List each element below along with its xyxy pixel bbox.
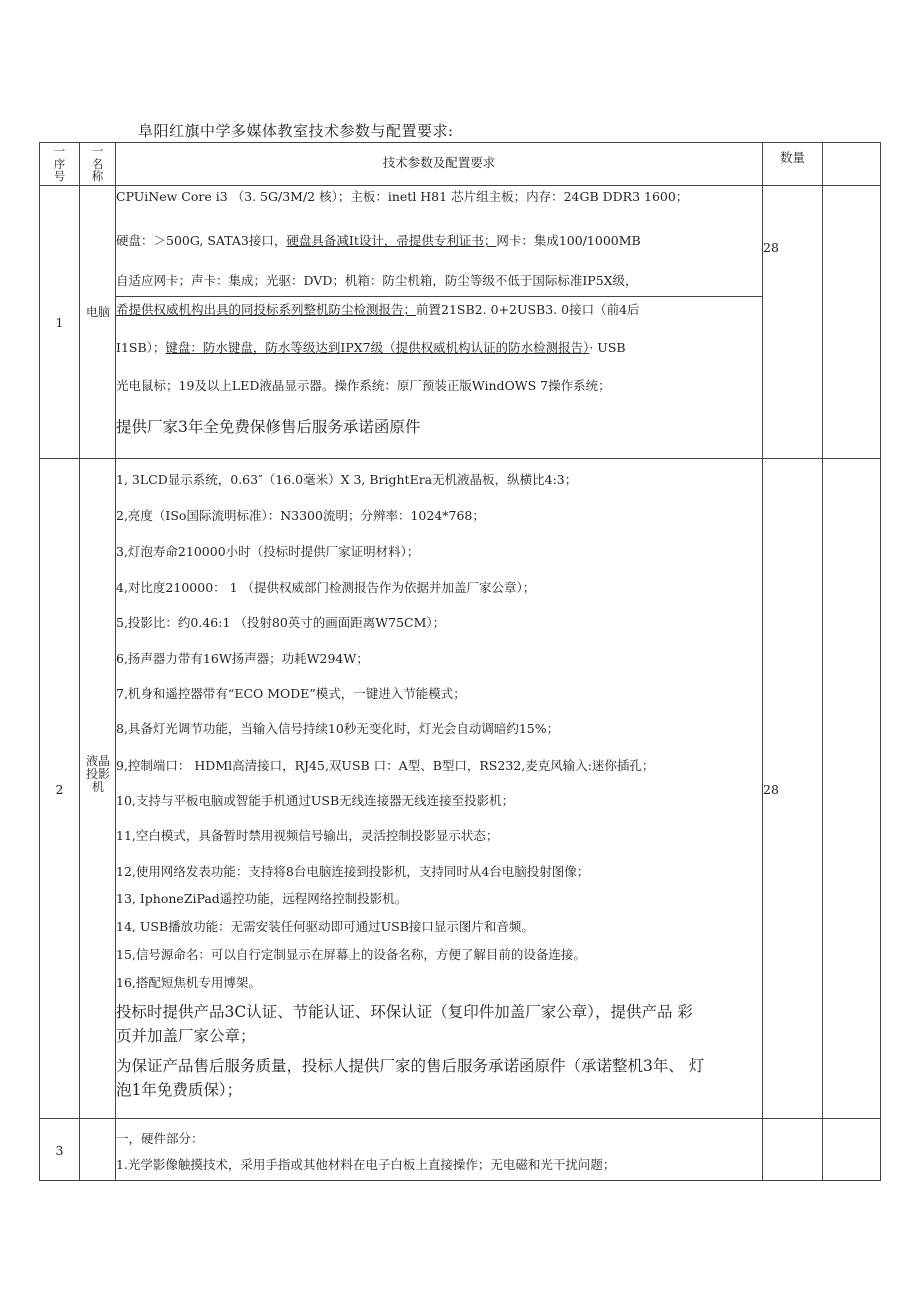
row1-line4 [116, 302, 640, 318]
row2-line20: 泡1年免费质保）； [116, 1081, 243, 1099]
row1-line2-b: 硬盘具备减It设计，帚提供专利证书； [286, 233, 497, 248]
row2-line4: 4,对比度210000： 1 （提供权威部门检测报告作为依据并加盖厂家公章）； [116, 580, 536, 595]
row1-line4-b: 前置21SB2. 0+2USB3. 0接口（前4后 [416, 302, 640, 317]
row2-line11: 11,空白模式，具备暂时禁用视频信号输出，灵活控制投影显示状态； [116, 828, 499, 843]
row2-line12: 12,使用网络发表功能：支持将8台电脑连接到投影机，支持同时从4台电脑投射图像； [116, 864, 590, 879]
row2-line13: 13, IphoneZiPad遥控功能，远程网络控制投影机。 [116, 891, 408, 906]
row1-line2-c: 网卡：集成100/1000MB [496, 233, 641, 248]
row2-line14: 14, USB播放功能：无需安装任何驱动即可通过USB接口显示图片和音频。 [116, 919, 534, 934]
row2-line17: 投标时提供产品3C认证、节能认证、环保认证（复印件加盖厂家公章），提供产品 彩 [116, 1003, 693, 1021]
row1-line2 [116, 233, 641, 249]
table-border-top [39, 142, 881, 143]
row2-line1: 1, 3LCD显示系统，0.63″（16.0毫米）X 3, BrightEra无机液晶板，纵横比4:3； [116, 472, 578, 487]
row1-line1: CPUiNew Core i3 （3. 5G/3M/2 核）；主板：inetl H81 芯片组主板；内存：24GB DDR3 1600； [116, 189, 689, 204]
row1-line5-a: I1SB）； [116, 340, 166, 355]
col-spec-divider [762, 142, 763, 1181]
row2-line8: 8,具备灯光调节功能，当输入信号持续10秒无变化时，灯光会自动调暗约15%； [116, 721, 560, 736]
col-qty-divider [822, 142, 823, 1181]
row2-line5: 5,投影比：约0.46:1 （投射80英寸的画面距离W75CM）； [116, 615, 446, 630]
row1-bottom-border [39, 458, 881, 459]
row1-line4-a: 希提供权威机构出具的同投标系列整机防尘检测报告； [116, 302, 417, 317]
row3-line1: 一，硬件部分： [116, 1131, 204, 1146]
row1-seq: 1 [55, 315, 64, 330]
row1-line5-c: · USB [589, 340, 626, 355]
row2-line19: 为保证产品售后服务质量，投标人提供厂家的售后服务承诺函原件（承诺整机3年、 灯 [116, 1057, 705, 1075]
col-seq-divider [79, 142, 80, 1181]
table-border-left [39, 142, 40, 1181]
row1-line6: 光电鼠标；19及以上LED液晶显示器。操作系统：原厂预装正版WindOWS 7操作系统； [116, 378, 611, 393]
row2-seq: 2 [55, 782, 64, 797]
header-bottom-border [39, 185, 881, 186]
row3-seq: 3 [55, 1143, 64, 1158]
row1-qty: 28 [763, 240, 779, 255]
row2-line3: 3,灯泡寿命210000小时（投标时提供厂家证明材料）； [116, 544, 420, 559]
row1-line2-a: 硬盘：＞500G, SATA3接口， [116, 233, 287, 248]
table-border-right [880, 142, 881, 1181]
row1-line5 [116, 340, 626, 356]
header-qty: 数量 [779, 150, 805, 165]
header-seq: 一序号 [53, 144, 66, 183]
page-title: 阜阳红旗中学多媒体教室技术参数与配置要求: [138, 122, 454, 140]
row2-qty: 28 [763, 782, 779, 797]
row2-line15: 15,信号源命名：可以自行定制显示在屏幕上的设备名称，方便了解目前的设备连接。 [116, 947, 586, 962]
row2-line6: 6,扬声器力带有16W扬声器；功耗W294W； [116, 651, 369, 666]
row1-inner-divider [115, 296, 762, 297]
header-spec: 技术参数及配置要求 [382, 155, 496, 170]
row1-line7: 提供厂家3年全免费保修售后服务承诺函原件 [116, 418, 421, 436]
row2-line16: 16,搭配短焦机专用博架。 [116, 975, 261, 990]
header-name: 一名称 [91, 144, 104, 183]
row2-line2: 2,亮度（ISo国际流明标准）：N3300流明；分辨率：1024*768； [116, 508, 485, 523]
table-border-bottom [39, 1180, 881, 1181]
row1-line5-b: 键盘：防水键盘，防水等级达到IPX7级（提供权威机构认证的防水检测报告） [165, 340, 590, 355]
row2-name: 液晶投影机 [85, 754, 110, 794]
row2-line9: 9,控制端口： HDMl高清接口，RJ45,双USB 口：A型、B型口，RS232,麦克风输入:迷你插孔； [116, 758, 655, 773]
row2-line10: 10,支持与平板电脑或智能手机通过USB无线连接器无线连接至投影机； [116, 793, 515, 808]
row2-line18: 页并加盖厂家公章； [116, 1027, 256, 1045]
row2-line7: 7,机身和遥控器带有“ECO MODE”模式，一键进入节能模式； [116, 686, 466, 701]
row1-name: 电脑 [85, 305, 110, 319]
row2-bottom-border [39, 1118, 881, 1119]
row3-line2: 1.光学影像触摸技术，采用手指或其他材料在电子白板上直接操作；无电磁和光干扰问题； [116, 1157, 616, 1172]
row1-line3: 自适应网卡；声卡：集成；光驱：DVD；机箱：防尘机箱，防尘等级不低于国际标准IP5X级， [116, 273, 638, 288]
